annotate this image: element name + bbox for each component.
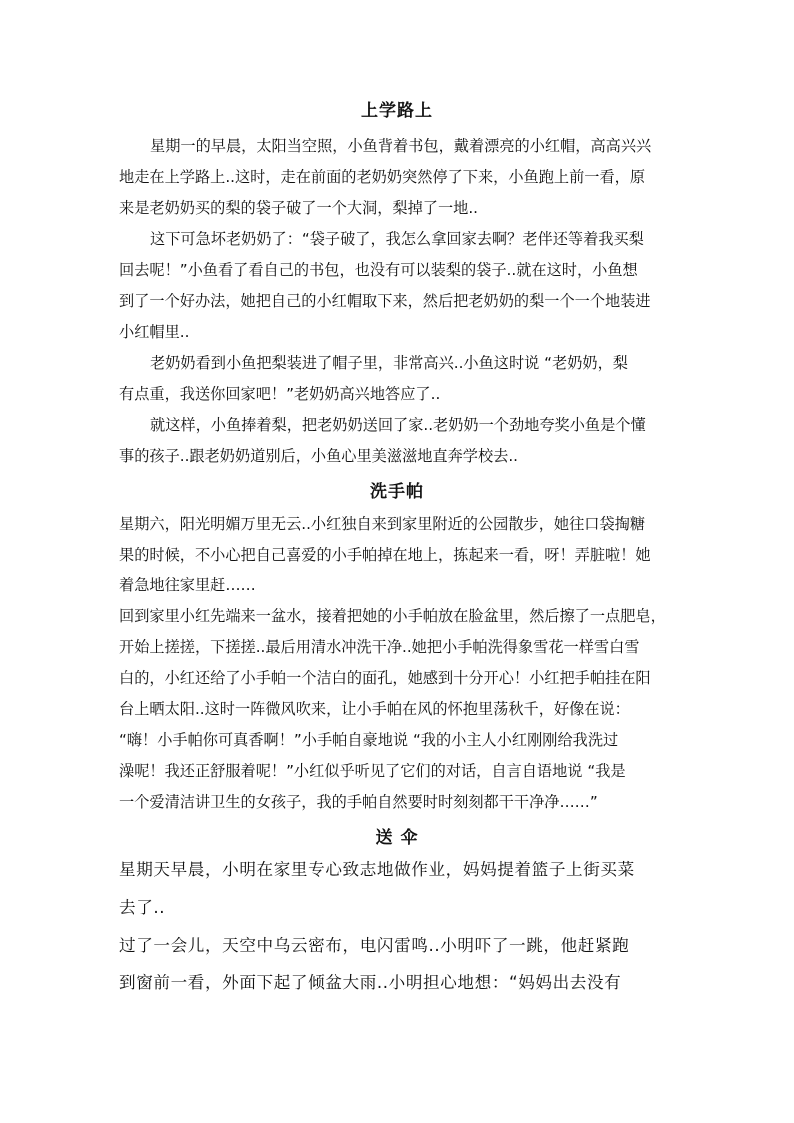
section-title: 上学路上: [361, 101, 433, 121]
paragraph-line: 台上晒太阳..这时一阵微风吹来，让小手帕在风的怀抱里荡秋千，好像在说：: [119, 700, 630, 718]
paragraph-line: 星期天早晨，小明在家里专心致志地做作业，妈妈提着篮子上街买菜: [119, 860, 635, 879]
paragraph-line: 老奶奶看到小鱼把梨装进了帽子里，非常高兴..小鱼这时说 “老奶奶，梨: [150, 354, 628, 372]
paragraph-line: 到了一个好办法，她把自己的小红帽取下来，然后把老奶奶的梨一个一个地装进: [119, 292, 651, 310]
paragraph-line: 到窗前一看，外面下起了倾盆大雨..小明担心地想：“妈妈出去没有: [119, 973, 622, 992]
paragraph-line: 地走在上学路上..这时，走在前面的老奶奶突然停了下来，小鱼跑上前一看，原: [119, 168, 646, 186]
paragraph-line: 白的，小红还给了小手帕一个洁白的面孔，她感到十分开心！小红把手帕挂在阳: [119, 669, 651, 687]
paragraph-line: 去了..: [119, 898, 166, 917]
paragraph-line: “嗨！小手帕你可真香啊！”小手帕自豪地说 “我的小主人小红刚刚给我洗过: [119, 731, 619, 749]
paragraph-line: 果的时候，不小心把自己喜爱的小手帕掉在地上，拣起来一看，呀！弄脏啦！她: [119, 546, 651, 564]
paragraph-line: 事的孩子..跟老奶奶道别后，小鱼心里美滋滋地直奔学校去..: [119, 447, 518, 465]
paragraph-line: 回去呢！”小鱼看了看自己的书包，也没有可以装梨的袋子..就在这时，小鱼想: [119, 261, 638, 279]
paragraph-line: 小红帽里..: [119, 323, 190, 341]
paragraph-line: 来是老奶奶买的梨的袋子破了一个大洞，梨掉了一地..: [119, 199, 478, 217]
paragraph-line: 过了一会儿，天空中乌云密布，电闪雷鸣..小明吓了一跳，他赶紧跑: [119, 936, 630, 955]
paragraph-line: 澡呢！我还正舒服着呢！”小红似乎听见了它们的对话，自言自语地说 “我是: [119, 762, 626, 780]
paragraph-line: 一个爱清洁讲卫生的女孩子，我的手帕自然要时时刻刻都干干净净……”: [119, 793, 598, 811]
section-title: 送 伞: [375, 828, 419, 848]
paragraph-line: 星期六，阳光明媚万里无云..小红独自来到家里附近的公园散步，她往口袋掏糖: [119, 515, 646, 533]
paragraph-line: 着急地往家里赶……: [119, 576, 256, 594]
paragraph-line: 这下可急坏老奶奶了：“袋子破了，我怎么拿回家去啊？老伴还等着我买梨: [150, 230, 644, 248]
paragraph-line: 就这样，小鱼捧着梨，把老奶奶送回了家..老奶奶一个劲地夸奖小鱼是个懂: [150, 416, 646, 434]
paragraph-line: 有点重，我送你回家吧！”老奶奶高兴地答应了..: [119, 385, 441, 403]
section-title: 洗手帕: [370, 482, 424, 502]
paragraph-line: 开始上搓搓，下搓搓..最后用清水冲洗干净..她把小手帕洗得象雪花一样雪白雪: [119, 638, 640, 656]
paragraph-line: 星期一的早晨，太阳当空照，小鱼背着书包，戴着漂亮的小红帽，高高兴兴: [150, 137, 652, 155]
paragraph-line: 回到家里小红先端来一盆水，接着把她的小手帕放在脸盆里，然后擦了一点肥皂，: [119, 607, 666, 625]
